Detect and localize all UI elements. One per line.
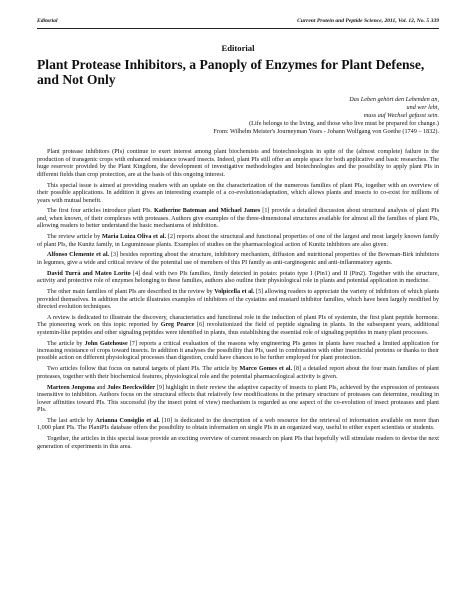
paragraph (37, 340, 439, 362)
author-name: Volpicella et al. (214, 288, 255, 296)
author-name: Alfonso Clemente et al. (47, 251, 110, 259)
text: [8] a detailed report about the four main families of plant proteases, together with their biochemical features, physiological role and the potential pharmacological activity is given. (37, 365, 440, 380)
paragraph (37, 314, 439, 336)
author-name: Greg Pearce (160, 321, 195, 329)
text: The last article by (47, 416, 94, 424)
text: [7] reports a critical evaluation of the reasons why engineering PIs genes in plants have reached a limited application for increasing resistance of crops toward insects. In addition it analyses the possibility that PIs, used in combination with other insecticidal proteins or thanks to their possible action on different physiological processes than digestion, could have chances to be further employed for plant protection. (37, 339, 440, 362)
author-name: Maria Luiza Oliva et al. (101, 233, 167, 241)
text: [5] allowing readers to appreciate the variety of inhibitors of which plants provided themselves. In addition the article illustrates examples of inhibitors of the cystatins and mustard inhibitor families, which have been largely modified by directed evolution techniques. (37, 288, 439, 310)
article-body (37, 148, 439, 450)
author-name: Marco Gomes et al. (239, 365, 293, 373)
text: The review article by (47, 233, 101, 241)
text: [4] deal with two PIs families, firstly detected in potato: potato type I (Pin1) and II (Pin2). Together with the structure, activity and protective role of enzymes belonging to these families, authors also outline their physiological role in plants and potential application in medicine. (37, 269, 440, 285)
text: [6] revolutionized the field of peptide signaling in plants. In the subsequent years, additional systemin-like peptides and other signaling peptides were identified in plants, thus establishing the essential role of signaling peptides in many plant processes. (37, 321, 439, 336)
journal-page (37, 14, 439, 453)
text: The first four articles introduce plant PIs. (47, 207, 152, 215)
text: Two articles follow that focus on natural targets of plant PIs. The article by (47, 365, 238, 373)
section-heading: Editorial (221, 43, 255, 53)
paragraph (37, 270, 439, 285)
paragraph: Together, the articles in this special issue provide an exciting overview of current research on plant PIs that hopefully will stimulate readers to devise the next generation of experiments in this area. (37, 435, 439, 450)
paragraph (37, 207, 439, 229)
epigraph-line: muss auf Wechsel gefasst sein. (363, 112, 439, 120)
author-name: John Gatehouse (84, 339, 128, 347)
epigraph-line: Das Leben gehört den Lebenden an, (349, 96, 439, 103)
article-title: Plant Protease Inhibitors, a Panoply of Enzymes for Plant Defense, and Not Only (37, 57, 425, 87)
paragraph (37, 288, 439, 310)
paragraph (37, 417, 439, 432)
running-header (37, 14, 439, 29)
header-journal-citation: Current Protein and Peptide Science, 2011, Vol. 12, No. 5 339 (297, 18, 439, 24)
paragraph (37, 365, 439, 380)
text: [1] provide a detailed discussion about structural analysis of plant PIs and, when known, of their complexes with proteases. Authors give examples of the three-dimensional structures available for almost all the families of plant PIs, allowing readers to better understand the basic mechanisms of inhibition. (37, 207, 439, 230)
text: [10] is dedicated to the description of a web resource for the retrieval of information available on more than 1,000 plant PIs. The PlantPIs database offers the possibility to obtain information on single PIs in an organized way, useful to either expert scientists or students. (37, 416, 440, 432)
epigraph-line: und wer lebt, (406, 104, 439, 112)
text: The article by (47, 339, 83, 347)
paragraph (37, 233, 439, 248)
epigraph (37, 96, 439, 136)
epigraph-source: From: Wilhelm Meister's Journeyman Years - Johann Wolfgang von Goethe (1749 – 1832). (213, 128, 439, 136)
author-name: Jules Beeckwilder (107, 383, 156, 391)
header-section-label: Editorial (37, 18, 58, 24)
author-name: David Turrà and Mateo Lorito (47, 269, 131, 277)
paragraph (37, 384, 439, 414)
text: The other main families of plant PIs are described in the review by (47, 288, 213, 296)
epigraph-translation: (Life belongs to the living, and those who live must be prepared for change.) (249, 120, 439, 128)
text: [2] reports about the structural and functional properties of one of the largest and most largely known family of plant PIs, the Kunitz family, in Leguminosae plants. Examples of studies on the pharmacological action of Kunitz inhibitors are also given. (37, 233, 439, 248)
text: [9] highlight in their review the adaptive capacity of insects to plant PIs, achieved by the expression of proteases insensitive to inhibition. Authors focus on the structural effects that relatively few modifications in the primary structure of proteases can determine, resulting in lower affinities toward PIs. This successful (by the insect point of view) mechanism is regarded as one aspect of the co-evolution of insect proteases and plant PIs. (37, 383, 439, 413)
author-name: Arianna Consiglio et al. (95, 416, 160, 424)
text: A review is dedicated to illustrate the discovery, characteristics and functional role in the induction of plant PIs of systemin, the first plant peptide hormone. The pioneering work on this topic reported by (37, 313, 439, 329)
text: [3] besides reporting about the structure, inhibitory mechanism, diffusion and nutritional properties of the Bowman-Birk inhibitors in legumes, give a wide and critical review of the potential use of members of this PI family as anti-carginogenic and anti-inflammatory agents. (37, 251, 439, 266)
author-name: Marteen Jongsma (47, 383, 95, 391)
paragraph (37, 251, 439, 266)
paragraph: This special issue is aimed at providing readers with an update on the characterization of the numerous families of plant PIs, together with an overview of their possible applications. In addition it gives an interesting example of a co-evolution/adaptation, which allows plants and insects to co-exist for millions of years with mutual benefit. (37, 181, 439, 204)
author-name: Katherine Bateman and Michael James (153, 207, 261, 215)
text: and (96, 383, 106, 391)
paragraph: Plant protease inhibitors (PIs) continue to exert interest among plant biochemists and biotechnologists in spite of the (almost complete) failure in the production of transgenic crops with enhanced resistance toward insects. Indeed, plant PIs still offer an ample space for both applicative and basic researches. The huge reservoir provided by the Plant Kingdom, the development of investigative methodologies and biotechnologies and the possibility to apply plant PIs in different fields than crop protection, are at the basis of this ongoing interest. (37, 148, 439, 178)
